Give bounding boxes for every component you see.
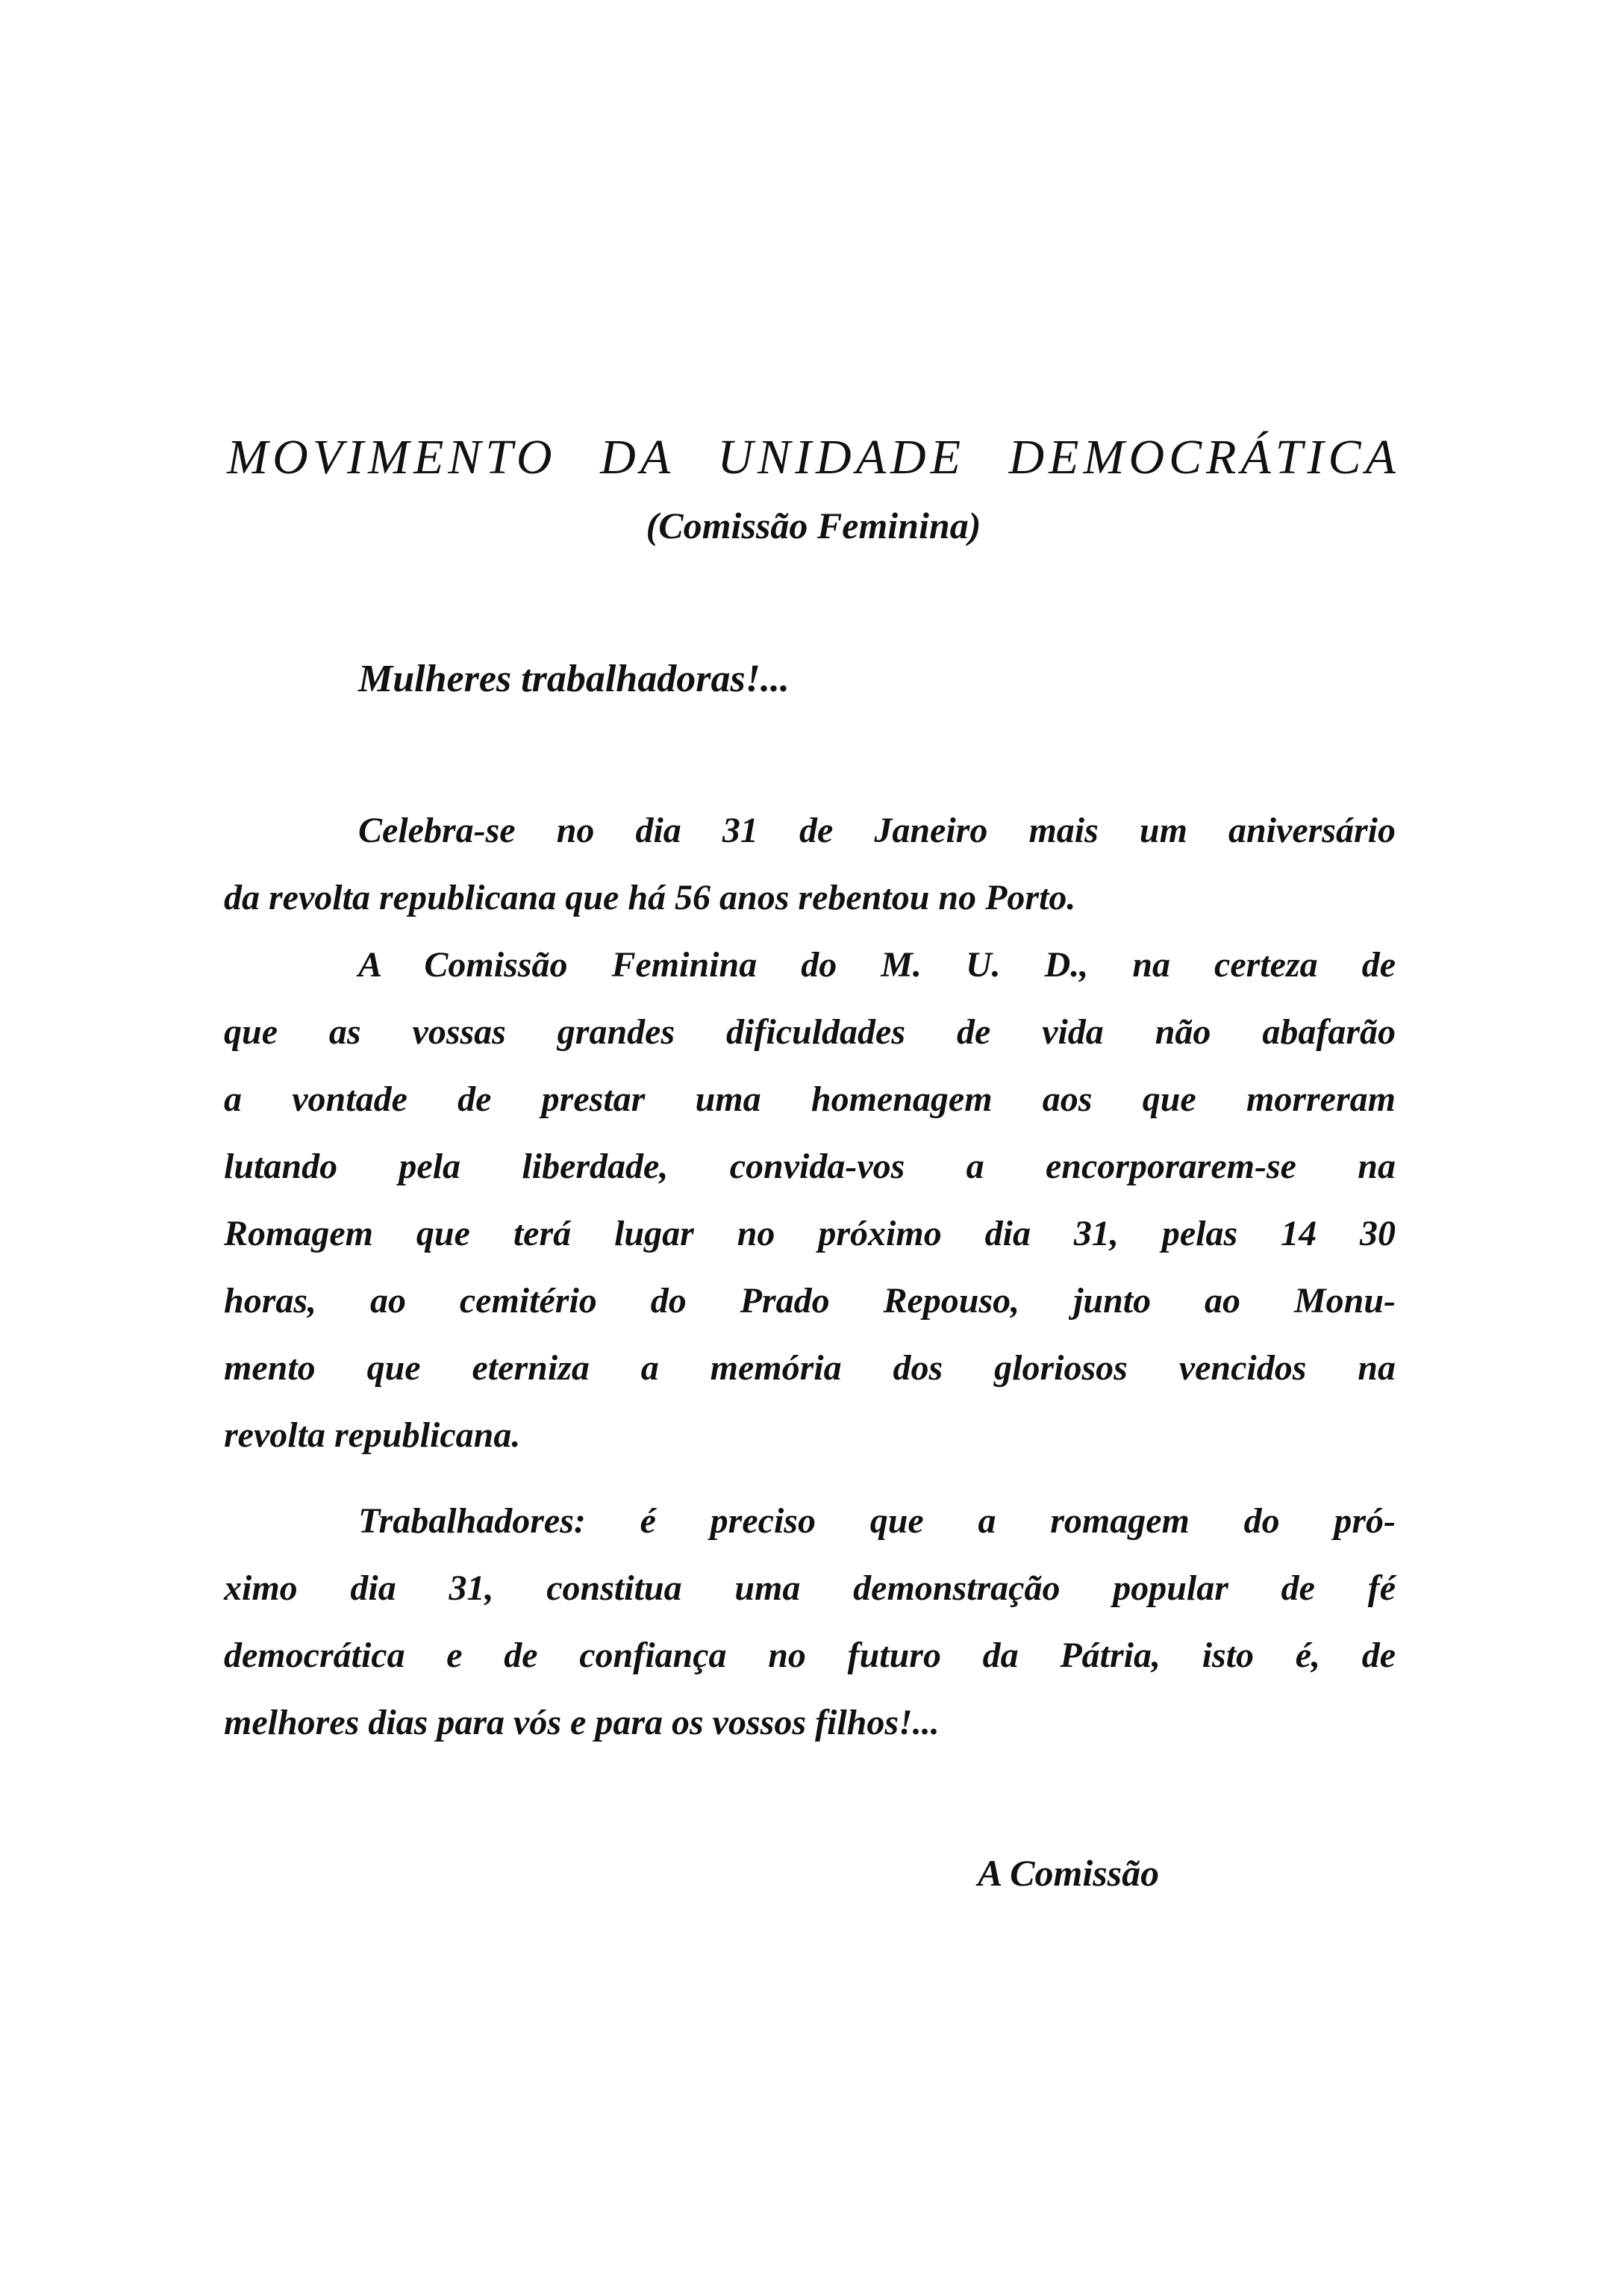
paragraph-1-line-1: Celebra-se no dia 31 de Janeiro mais um aniversário — [358, 811, 1396, 850]
document-subtitle: (Comissão Feminina) — [646, 505, 981, 546]
paragraph-2-line-6: horas, ao cemitério do Prado Repouso, junto ao Monu- — [224, 1281, 1396, 1321]
paragraph-3-line-1: Trabalhadores: é preciso que a romagem do pró- — [358, 1501, 1396, 1541]
paragraph-3-line-2: ximo dia 31, constitua uma demonstração popular de fé — [224, 1568, 1396, 1608]
greeting: Mulheres trabalhadoras!... — [358, 658, 790, 700]
paragraph-2-line-3: a vontade de prestar uma homenagem aos que morreram — [224, 1079, 1396, 1119]
paragraph-2-line-8: revolta republicana. — [224, 1415, 521, 1455]
paragraph-2-line-4: lutando pela liberdade, convida-vos a encorporarem-se na — [224, 1147, 1396, 1186]
paragraph-2-line-2: que as vossas grandes dificuldades de vida não abafarão — [224, 1012, 1396, 1052]
signature: A Comissão — [978, 1852, 1160, 1894]
paragraph-3-line-4: melhores dias para vós e para os vossos filhos!... — [224, 1703, 940, 1742]
paragraph-2-line-1: A Comissão Feminina do M. U. D., na certeza de — [358, 945, 1396, 985]
document-title: MOVIMENTO DA UNIDADE DEMOCRÁTICA — [227, 430, 1400, 484]
paragraph-2-line-7: mento que eterniza a memória dos gloriosos vencidos na — [224, 1348, 1396, 1388]
paragraph-2-line-5: Romagem que terá lugar no próximo dia 31, pelas 14 30 — [224, 1214, 1396, 1253]
paragraph-1-line-2: da revolta republicana que há 56 anos rebentou no Porto. — [224, 878, 1076, 917]
paragraph-3-line-3: democrática e de confiança no futuro da Pátria, isto é, de — [224, 1636, 1396, 1675]
